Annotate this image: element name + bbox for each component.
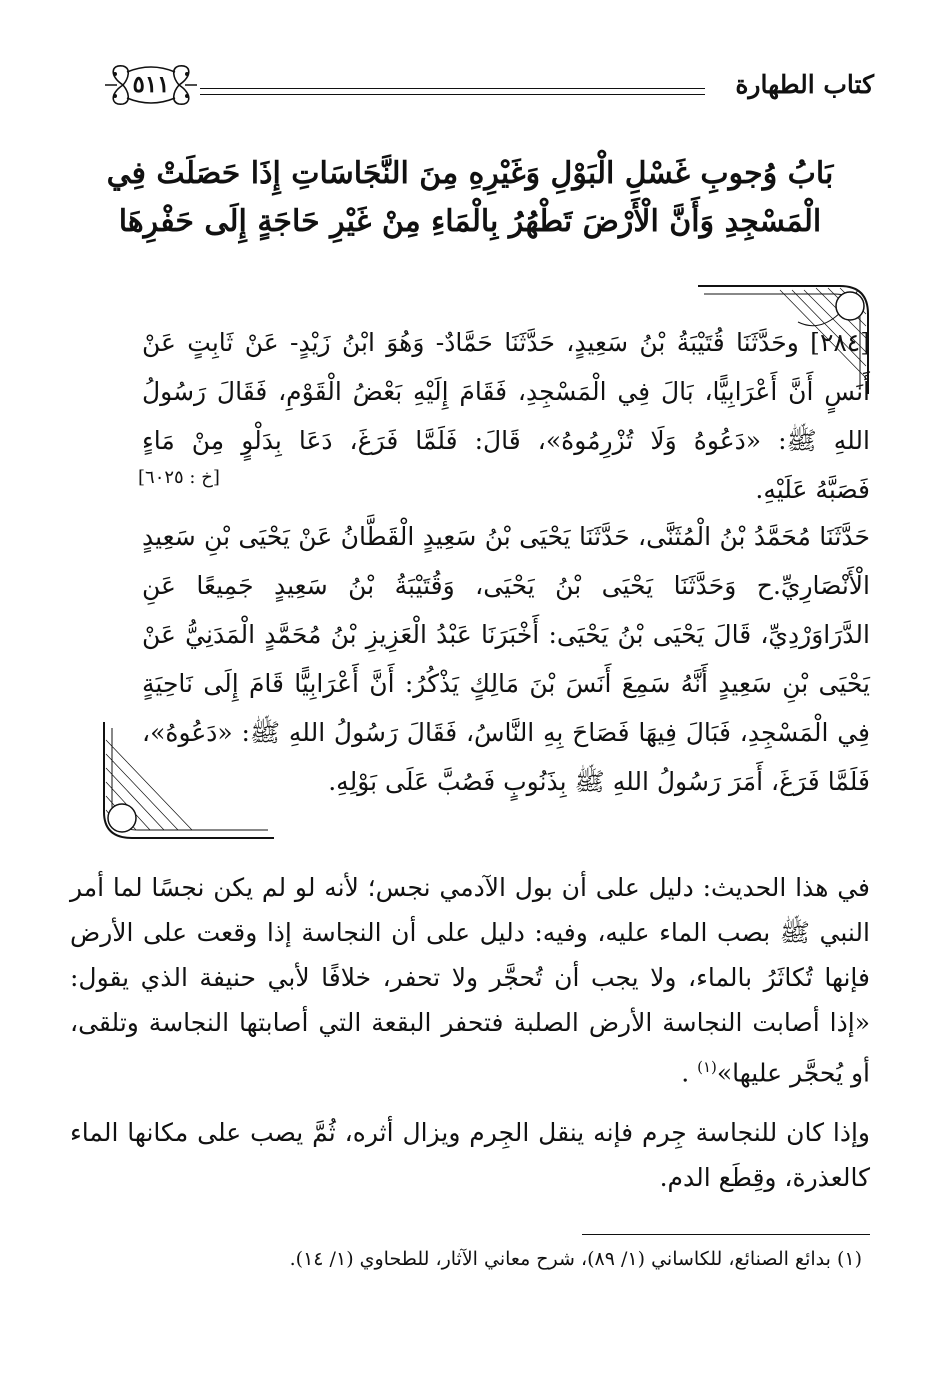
chapter-title: بَابُ وُجوبِ غَسْلِ الْبَوْلِ وَغَيْرِهِ مِنَ النَّجَاسَاتِ إِذَا حَصَلَتْ فِي الْمَسْجِدِ وَأَنَّ الْأَرْضَ تَطْهُرُ بِالْمَاءِ مِنْ غَيْرِ حَاجَةٍ إِلَى حَفْرِهَا: [106, 156, 834, 239]
commentary-text: وإذا كان للنجاسة جِرم فإنه ينقل الجِرم ويزال أثره، ثُمَّ يصب على مكانها الماء كالعذرة، وقِطَع الدم.: [70, 1118, 870, 1192]
hadith-text-end: فَلَمَّا فَرَغَ، أَمَرَ رَسُولُ اللهِ ﷺ بِذَنُوبٍ فَصُبَّ عَلَى بَوْلِهِ.: [328, 767, 870, 796]
commentary-text: في هذا الحديث: دليل على أن بول الآدمي نجس؛ لأنه لو لم يكن نجسًا لما أمر النبي ﷺ بصب الماء عليه، وفيه: دليل على أن النجاسة إذا وقعت على الأرض فإنها تُكاثَرُ بالماء، ولا يجب أن تُحجَّر ولا تحفر، خلافًا لأبي حنيفة الذي يقول: «إذا أصابت النجاسة الأرض الصلبة فتحفر البقعة التي أصابتها النجاسة وتلقى، أو يُحجَّر عليها»: [70, 873, 870, 1088]
running-header-title: كتاب الطهارة: [735, 70, 874, 99]
footnote: (١) بدائع الصنائع، للكاساني (١/ ٨٩)، شرح معاني الآثار، للطحاوي (١/ ١٤).: [289, 1248, 862, 1270]
header-rule: [200, 94, 705, 95]
page-number: ٥١١: [132, 71, 170, 98]
footnote-separator: [582, 1234, 870, 1235]
hadith-text: [٢٨٤] وحَدَّثَنَا قُتَيْبَةُ بْنُ سَعِيدٍ، حَدَّثَنَا حَمَّادٌ- وَهُوَ ابْنُ زَيْدٍ- عَنْ ثَابِتٍ عَنْ أَنَسٍ أَنَّ أَعْرَابِيًّا، بَالَ فِي الْمَسْجِدِ، فَقَامَ إِلَيْهِ بَعْضُ الْقَوْمِ، فَقَالَ رَسُولُ اللهِ ﷺ: «دَعُوهُ وَلَا تُزْرِمُوهُ»، قَالَ: فَلَمَّا فَرَغَ، دَعَا بِدَلْوٍ مِنْ مَاءٍ: [142, 328, 870, 455]
hadith-block: [142, 318, 870, 514]
hadith-block: [142, 512, 870, 806]
header-rule: [200, 88, 705, 89]
footnote-marker: (١): [697, 1058, 717, 1076]
page-number-ornament: [101, 58, 201, 112]
hadith-reference: [خ : ٦٠٢٥]: [138, 467, 220, 488]
commentary-paragraph: [70, 865, 870, 1095]
hadith-text: حَدَّثَنَا مُحَمَّدُ بْنُ الْمُثَنَّى، حَدَّثَنَا يَحْيَى بْنُ سَعِيدٍ الْقَطَّانُ عَنْ يَحْيَى بْنِ سَعِيدٍ الْأَنْصَارِيِّ.ح وَحَدَّثَنَا يَحْيَى بْنُ يَحْيَى، وَقُتَيْبَةُ بْنُ سَعِيدٍ جَمِيعًا عَنِ الدَّرَاوَرْدِيِّ، قَالَ يَحْيَى بْنُ يَحْيَى: أَخْبَرَنَا عَبْدُ الْعَزِيزِ بْنُ مُحَمَّدٍ الْمَدَنِيُّ عَنْ يَحْيَى بْنِ سَعِيدٍ أَنَّهُ سَمِعَ أَنَسَ بْنَ مَالِكٍ يَذْكُرُ: أَنَّ أَعْرَابِيًّا قَامَ إِلَى نَاحِيَةٍ فِي الْمَسْجِدِ، فَبَالَ فِيهَا فَصَاحَ بِهِ النَّاسُ، فَقَالَ رَسُولُ اللهِ ﷺ: «دَعُوهُ»،: [142, 522, 870, 747]
hadith-text-end: فَصَبَّهُ عَلَيْهِ.: [755, 475, 870, 504]
commentary-text-end: .: [681, 1058, 698, 1088]
commentary-paragraph: [70, 1110, 870, 1200]
